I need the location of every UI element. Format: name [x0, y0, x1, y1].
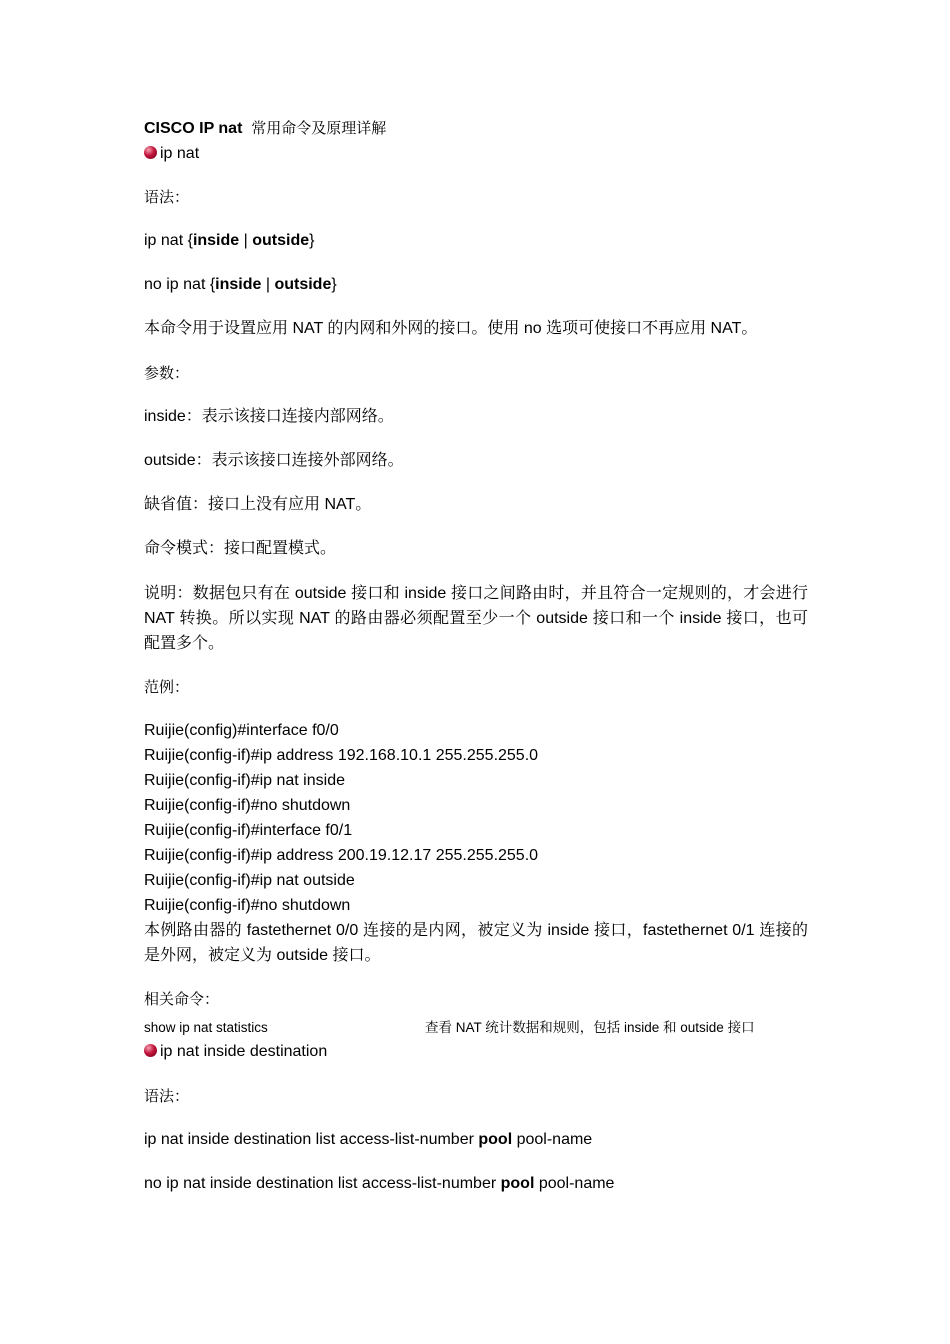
title-en: CISCO IP nat [144, 120, 243, 137]
example-line: Ruijie(config-if)#ip address 192.168.10.1 255.255.255.0 [144, 747, 539, 764]
example-line: Ruijie(config-if)#ip address 200.19.12.17 255.255.255.0 [144, 847, 539, 864]
command-mode: 命令模式：接口配置模式。 [144, 540, 337, 557]
bullet-icon [144, 1044, 157, 1057]
section-heading-ip-nat-inside-destination: ip nat inside destination [144, 1042, 327, 1062]
page-title [144, 118, 386, 139]
related-command-desc: 查看 NAT 统计数据和规则，包括 inside 和 outside 接口 [425, 1020, 755, 1035]
title-cn: 常用命令及原理详解 [251, 119, 387, 137]
command-description: 本命令用于设置应用 NAT 的内网和外网的接口。使用 no 选项可使接口不再应用 NAT。 [144, 320, 758, 337]
no-syntax-line-2: no ip nat inside destination list access-list-number pool pool-name [144, 1175, 615, 1192]
example-line: Ruijie(config-if)#interface f0/1 [144, 822, 353, 839]
param-inside: inside：表示该接口连接内部网络。 [144, 408, 394, 425]
section-heading-ip-nat: ip nat [144, 144, 199, 164]
syntax-line: ip nat {inside | outside} [144, 232, 315, 249]
default-value: 缺省值：接口上没有应用 NAT。 [144, 496, 372, 513]
syntax-line-2: ip nat inside destination list access-list-number pool pool-name [144, 1131, 593, 1148]
related-label: 相关命令： [144, 990, 220, 1008]
example-label: 范例： [144, 678, 190, 696]
example-line: Ruijie(config-if)#no shutdown [144, 797, 351, 814]
syntax-label-2: 语法： [144, 1087, 190, 1105]
params-label: 参数： [144, 364, 190, 382]
example-line: Ruijie(config-if)#ip nat inside [144, 772, 345, 789]
usage-note: 说明：数据包只有在 outside 接口和 inside 接口之间路由时，并且符合一定规则的，才会进行 NAT 转换。所以实现 NAT 的路由器必须配置至少一个 outside 接口和一个 inside 接口，也可配置多个。 [144, 585, 808, 652]
bullet-icon [144, 146, 157, 159]
syntax-label: 语法： [144, 188, 190, 206]
example-note: 本例路由器的 fastethernet 0/0 连接的是内网，被定义为 inside 接口，fastethernet 0/1 连接的是外网，被定义为 outside 接口。 [144, 922, 808, 964]
example-line: Ruijie(config-if)#ip nat outside [144, 872, 355, 889]
param-outside: outside：表示该接口连接外部网络。 [144, 452, 404, 469]
example-line: Ruijie(config-if)#no shutdown [144, 897, 351, 914]
example-line: Ruijie(config)#interface f0/0 [144, 722, 339, 739]
no-syntax-line: no ip nat {inside | outside} [144, 276, 337, 293]
related-command: show ip nat statistics [144, 1020, 268, 1035]
